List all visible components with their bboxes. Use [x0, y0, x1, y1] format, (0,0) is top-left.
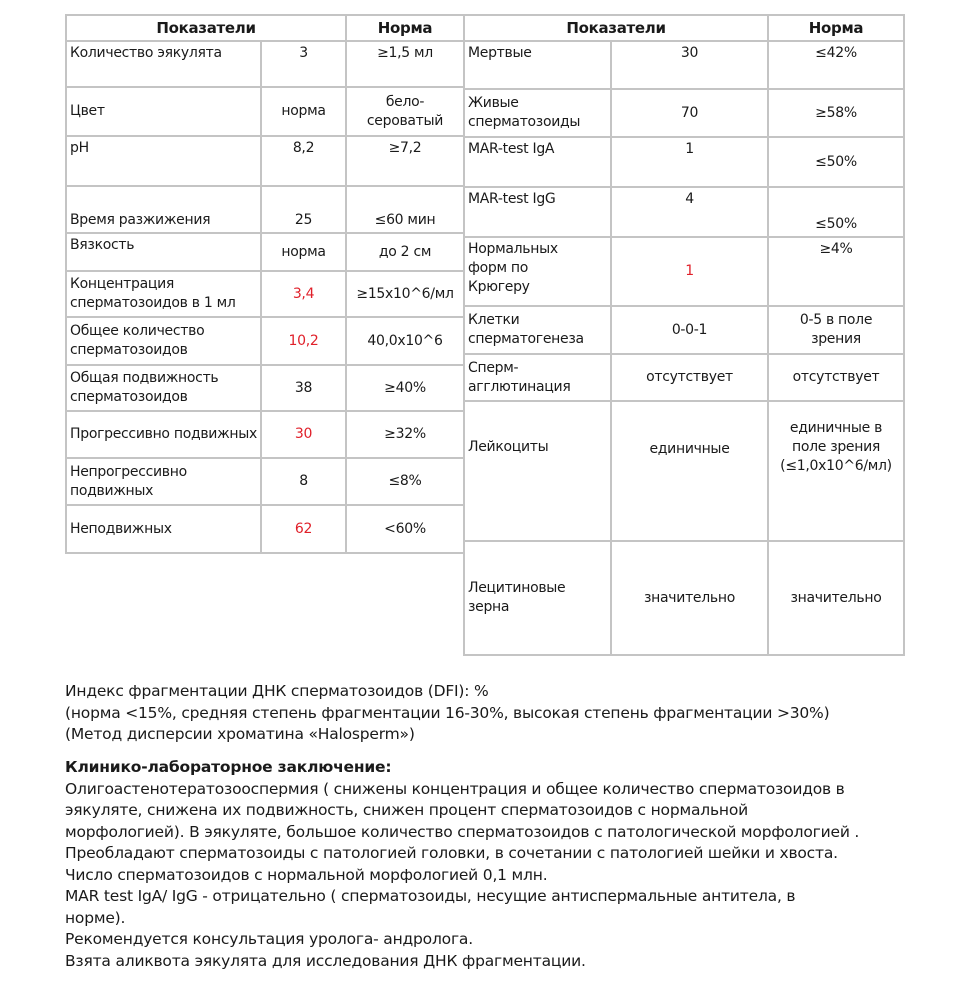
conclusion-line: эякуляте, снижена их подвижность, снижен процент сперматозоидов с нормальной — [65, 801, 748, 819]
indicator-value: 25 — [261, 186, 346, 233]
indicator-value: значительно — [611, 541, 768, 655]
table-row — [66, 505, 464, 553]
indicator-norm: ≥40% — [346, 365, 464, 411]
table-row — [66, 458, 464, 505]
indicator-value: 38 — [261, 365, 346, 411]
indicator-norm: до 2 см — [346, 233, 464, 271]
indicator-name: Вязкость — [66, 233, 261, 271]
indicator-name: Общее количество сперматозоидов — [66, 317, 261, 365]
conclusion-line: Олигоастенотератозооспермия ( снижены концентрация и общее количество сперматозоидов в — [65, 779, 845, 798]
indicator-name: Нормальных форм по Крюгеру — [464, 237, 611, 306]
header-norm: Норма — [768, 15, 904, 41]
conclusion-line: Рекомендуется консультация уролога- андролога. — [65, 930, 473, 948]
table-header-row — [464, 15, 904, 41]
table-row — [66, 317, 464, 365]
dfi-norm-line: (норма <15%, средняя степень фрагментации 16-30%, высокая степень фрагментации >30%) — [65, 703, 830, 722]
header-indicators: Показатели — [66, 15, 346, 41]
table-row — [464, 541, 904, 655]
table-row — [66, 186, 464, 233]
table-row — [464, 401, 904, 541]
conclusion-line: MAR test IgA/ IgG - отрицательно ( сперматозоиды, несущие антиспермальные антитела, в — [65, 887, 796, 905]
conclusion-line: норме). — [65, 908, 126, 927]
indicator-name: Сперм- агглютинация — [464, 354, 611, 401]
indicator-value: 70 — [611, 89, 768, 137]
conclusion-title: Клинико-лабораторное заключение: — [65, 758, 392, 776]
indicator-norm: ≥58% — [768, 89, 904, 137]
indicator-name: Клетки сперматогенеза — [464, 306, 611, 354]
indicator-name: MAR-test IgA — [464, 137, 611, 187]
conclusion-line: Преобладают сперматозоиды с патологией головки, в сочетании с патологией шейки и хвоста. — [65, 844, 838, 862]
table-header-row — [66, 15, 464, 41]
table-row — [66, 365, 464, 411]
indicator-value-abnormal: 62 — [261, 505, 346, 553]
indicator-norm: ≥1,5 мл — [346, 41, 464, 87]
dfi-index-line: Индекс фрагментации ДНК сперматозоидов (DFI): % — [65, 682, 489, 700]
indicator-value: 8,2 — [261, 136, 346, 186]
indicator-norm: <60% — [346, 505, 464, 553]
table-row — [464, 137, 904, 187]
table-row — [464, 89, 904, 137]
table-row — [66, 136, 464, 186]
header-norm: Норма — [346, 15, 464, 41]
conclusion-section — [65, 757, 905, 972]
dfi-section — [65, 681, 905, 746]
indicator-norm: ≥32% — [346, 411, 464, 458]
indicator-norm: отсутствует — [768, 354, 904, 401]
indicator-name: Мертвые — [464, 41, 611, 89]
indicator-value-abnormal: 3,4 — [261, 271, 346, 317]
indicator-value-abnormal: 10,2 — [261, 317, 346, 365]
table-row — [66, 87, 464, 136]
indicator-norm: ≤50% — [768, 137, 904, 187]
table-row — [464, 187, 904, 237]
indicator-value: единичные — [611, 401, 768, 541]
indicator-norm: ≥7,2 — [346, 136, 464, 186]
indicator-value: 4 — [611, 187, 768, 237]
indicator-norm: ≥4% — [768, 237, 904, 306]
indicator-norm: единичные в поле зрения (≤1,0x10^6/мл) — [768, 401, 904, 541]
indicator-name: Лецитиновые зерна — [464, 541, 611, 655]
conclusion-line: морфологией). В эякуляте, большое количество сперматозоидов с патологической морфологией . — [65, 822, 860, 841]
indicator-norm: 0-5 в поле зрения — [768, 306, 904, 354]
indicator-name: Концентрация сперматозоидов в 1 мл — [66, 271, 261, 317]
dfi-method-line: (Метод дисперсии хроматина «Halosperm») — [65, 725, 415, 743]
indicator-norm: значительно — [768, 541, 904, 655]
indicator-norm: ≤42% — [768, 41, 904, 89]
table-row — [66, 411, 464, 458]
indicator-name: Прогрессивно подвижных — [66, 411, 261, 458]
indicator-value: 3 — [261, 41, 346, 87]
table-row — [464, 354, 904, 401]
table-row — [464, 237, 904, 306]
indicator-value: норма — [261, 87, 346, 136]
indicator-norm: ≥15x10^6/мл — [346, 271, 464, 317]
indicator-value: норма — [261, 233, 346, 271]
indicator-value-abnormal: 1 — [611, 237, 768, 306]
indicator-name: Общая подвижность сперматозоидов — [66, 365, 261, 411]
table-row — [464, 41, 904, 89]
indicator-value: 8 — [261, 458, 346, 505]
indicator-name: Цвет — [66, 87, 261, 136]
indicator-name: Неподвижных — [66, 505, 261, 553]
table-row — [66, 233, 464, 271]
indicator-name: pH — [66, 136, 261, 186]
table-row — [66, 271, 464, 317]
table-row — [66, 41, 464, 87]
indicator-name: Время разжижения — [66, 186, 261, 233]
indicator-norm: бело- сероватый — [346, 87, 464, 136]
conclusion-line: Взята аликвота эякулята для исследования ДНК фрагментации. — [65, 951, 586, 970]
indicator-value: 0-0-1 — [611, 306, 768, 354]
indicator-norm: 40,0x10^6 — [346, 317, 464, 365]
indicator-name: MAR-test IgG — [464, 187, 611, 237]
indicator-name: Живые сперматозоиды — [464, 89, 611, 137]
indicator-value: 1 — [611, 137, 768, 187]
indicator-name: Лейкоциты — [464, 401, 611, 541]
conclusion-line: Число сперматозоидов с нормальной морфологией 0,1 млн. — [65, 865, 548, 884]
indicator-norm: ≤50% — [768, 187, 904, 237]
semen-analysis-table-right — [463, 14, 905, 656]
indicator-value-abnormal: 30 — [261, 411, 346, 458]
indicator-name: Непрогрессивно подвижных — [66, 458, 261, 505]
table-row — [464, 306, 904, 354]
indicator-value: отсутствует — [611, 354, 768, 401]
indicator-norm: ≤8% — [346, 458, 464, 505]
indicator-norm: ≤60 мин — [346, 186, 464, 233]
semen-analysis-table-left — [65, 14, 465, 554]
header-indicators: Показатели — [464, 15, 768, 41]
indicator-name: Количество эякулята — [66, 41, 261, 87]
indicator-value: 30 — [611, 41, 768, 89]
